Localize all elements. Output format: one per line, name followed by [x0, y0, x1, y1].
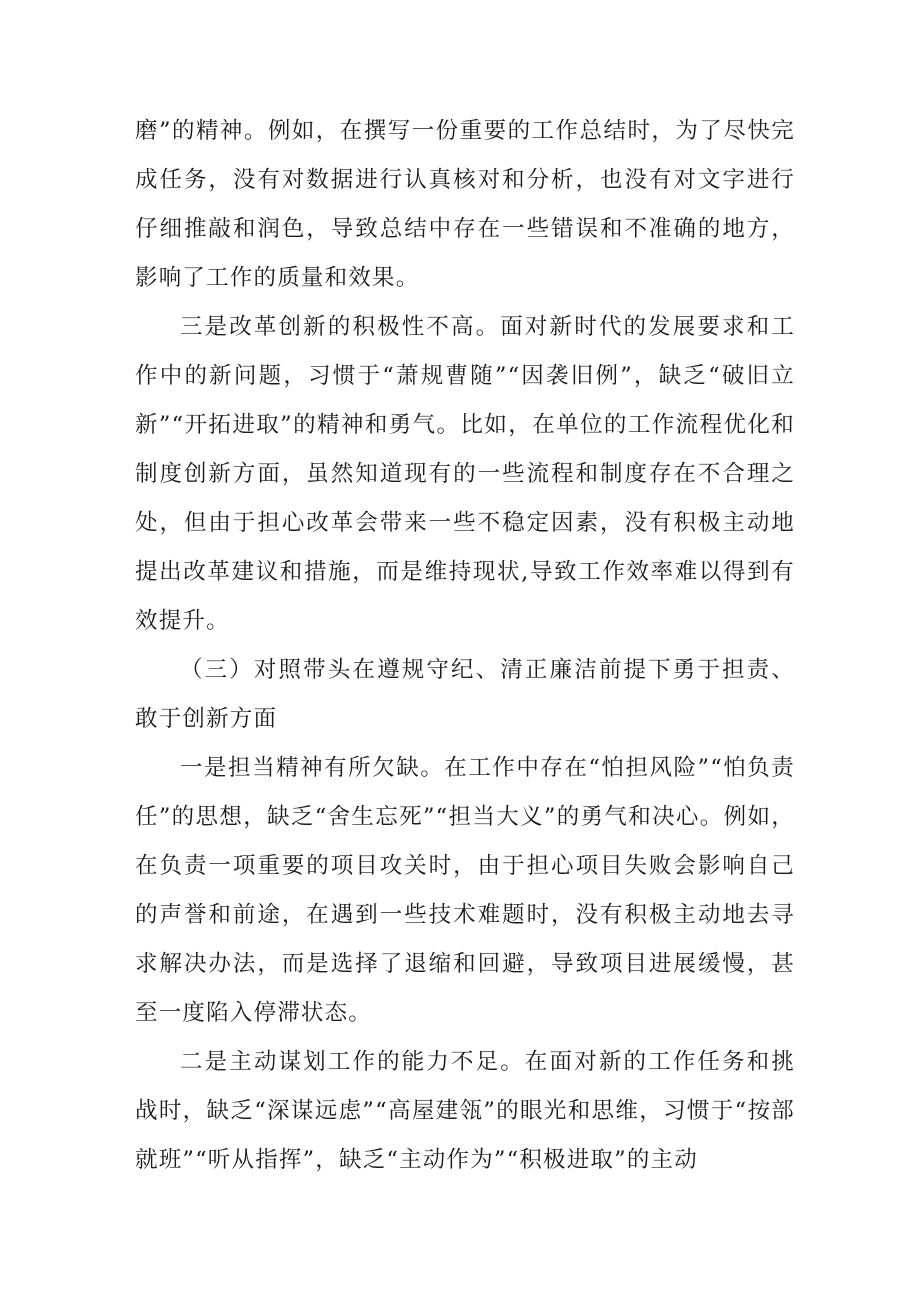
section-heading-three: （三）对照带头在遵规守纪、清正廉洁前提下勇于担责、敢于创新方面: [135, 657, 795, 732]
paragraph-planning-ability: 二是主动谋划工作的能力不足。在面对新的工作任务和挑战时，缺乏“深谋远虑”“高屋建瓴”的眼光和思维，习惯于“按部就班”“听从指挥”，缺乏“主动作为”“积极进取”的主动: [135, 1049, 795, 1173]
paragraph-continuation: 磨”的精神。例如，在撰写一份重要的工作总结时，为了尽快完成任务，没有对数据进行认真核对和分析，也没有对文字进行仔细推敲和润色，导致总结中存在一些错误和不准确的地方，影响了工作的质量和效果。: [135, 118, 795, 291]
document-body: [135, 107, 795, 1185]
paragraph-reform-innovation: 三是改革创新的积极性不高。面对新时代的发展要求和工作中的新问题，习惯于“萧规曹随”“因袭旧例”，缺乏“破旧立新”“开拓进取”的精神和勇气。比如，在单位的工作流程优化和制度创新方面，虽然知道现有的一些流程和制度存在不合理之处，但由于担心改革会带来一些不稳定因素，没有积极主动地提出改革建议和措施，而是维持现状,导致工作效率难以得到有效提升。: [135, 314, 795, 634]
paragraph-responsibility: 一是担当精神有所欠缺。在工作中存在“怕担风险”“怕负责任”的思想，缺乏“舍生忘死”“担当大义”的勇气和决心。例如，在负责一项重要的项目攻关时，由于担心项目失败会影响自己的声誉和前途，在遇到一些技术难题时，没有积极主动地去寻求解决办法，而是选择了退缩和回避，导致项目进展缓慢，甚至一度陷入停滞状态。: [135, 755, 795, 1026]
